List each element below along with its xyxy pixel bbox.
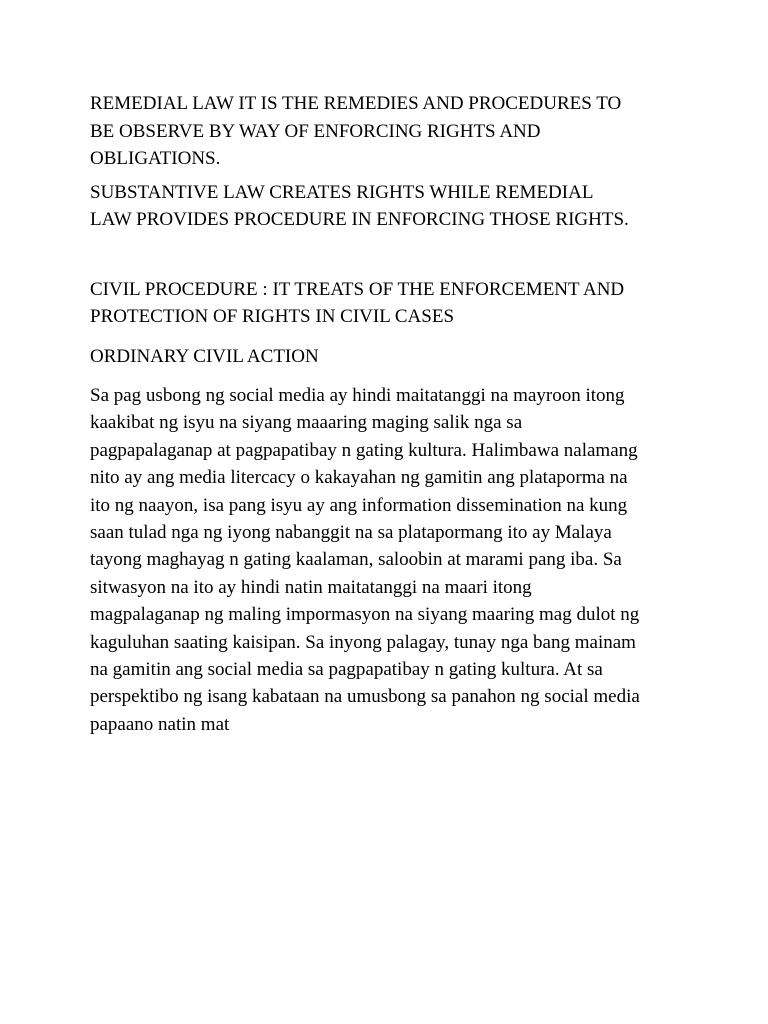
- heading-ordinary-civil-action: ORDINARY CIVIL ACTION: [90, 345, 319, 367]
- paragraph-social-media: Sa pag usbong ng social media ay hindi maitatanggi na mayroon itong kaakibat ng isyu na siyang maaaring maging salik nga sa pagpapalaganap at pagpapatibay n gating kultura. Halimbawa nalamang nito ay ang media litercacy o kakayahan ng gamitin ang plataporma na ito ng naayon, isa pang isyu ay ang information dissemination na kung saan tulad nga ng iyong nabanggit na sa platapormang ito ay Malaya tayong maghayag n gating kaalaman, saloobin at marami pang iba. Sa sitwasyon na ito ay hindi natin maitatanggi na maari itong magpalaganap ng maling impormasyon na siyang maaring mag dulot ng kaguluhan saating kaisipan. Sa inyong palagay, tunay nga bang mainam na gamitin ang social media sa pagpapatibay n gating kultura. At sa perspektibo ng isang kabataan na umusbong sa panahon ng social media papaano natin mat: [90, 385, 640, 735]
- paragraph-substantive-law: SUBSTANTIVE LAW CREATES RIGHTS WHILE REMEDIAL LAW PROVIDES PROCEDURE IN ENFORCING THOSE RIGHTS.: [90, 181, 629, 230]
- paragraph-remedial-law: REMEDIAL LAW IT IS THE REMEDIES AND PROCEDURES TO BE OBSERVE BY WAY OF ENFORCING RIGHTS AND OBLIGATIONS.: [90, 93, 622, 169]
- paragraph-civil-procedure: CIVIL PROCEDURE : IT TREATS OF THE ENFORCEMENT AND PROTECTION OF RIGHTS IN CIVIL CASES: [90, 278, 625, 327]
- document-page: [90, 90, 690, 738]
